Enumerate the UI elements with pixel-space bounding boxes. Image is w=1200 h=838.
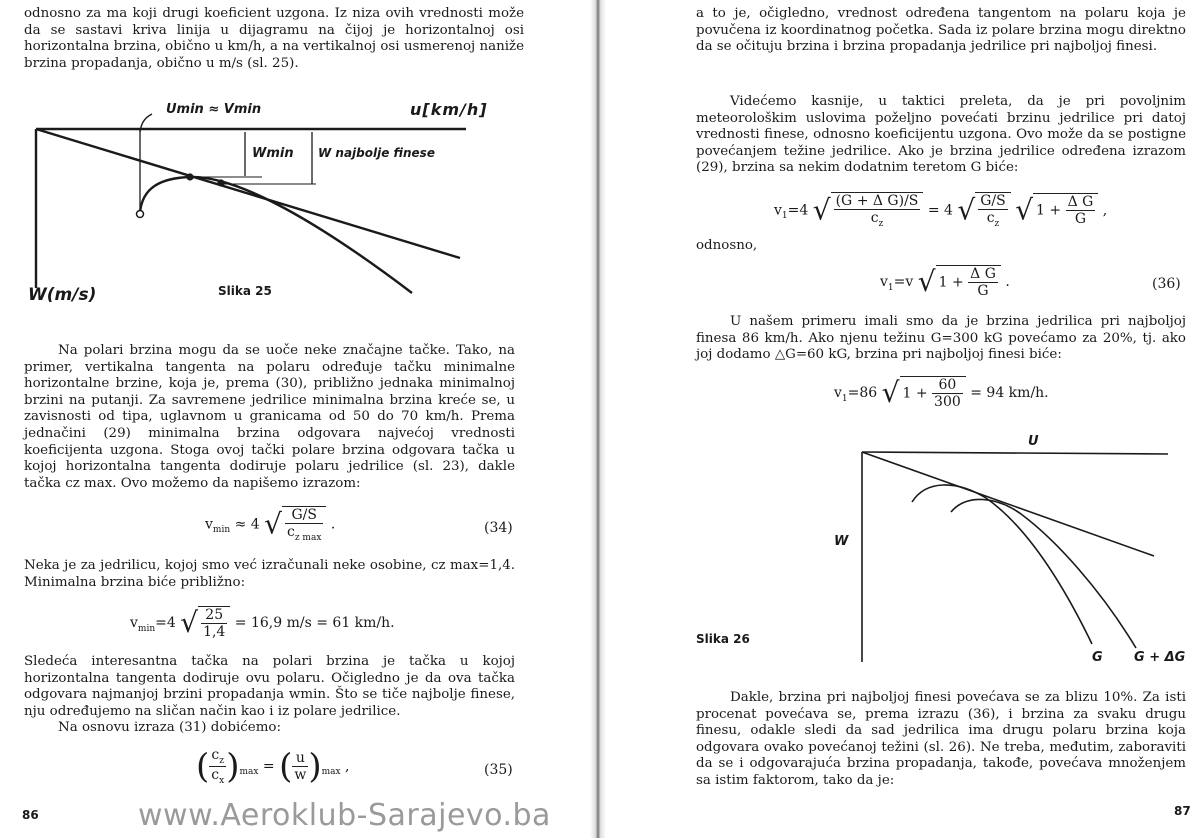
- paragraph-conclusion: Dakle, brzina pri najboljoj finesi povećava se za blizu 10%. Za isti procenat povećava se, prema izrazu (36), i brzina za svaku drugu finesu, odakle sledi da sad jedrilica ima drugu polaru brzina koja odgovara ovako povećanoj težini (sl. 26). Ne treba, međutim, zaboraviti da se i odgovarajuća brzina propadanja, takođe, povećava množenjem sa istim faktorom, tako da je:: [696, 690, 1186, 788]
- equation-v1-with-load: $v_1=4$ √ $\frac{\text{(G + Δ G)/S}}{c_z}$ = 4 √ $\frac{G/S}{c_z}$ √ 1 + $\frac{\text{Δ G}}{G}$ ,: [774, 193, 1108, 229]
- equation-v1-numeric: $v_1=86$ √ 1 + $\frac{60}{300}$ = 94 km/h.: [834, 376, 1049, 410]
- page-number-right: 87: [1174, 804, 1191, 818]
- polar-curve: [140, 177, 412, 293]
- equation-vmin-result: = 16,9 m/s = 61 km/h.: [234, 615, 395, 631]
- label-wmin: Wmin: [252, 146, 294, 161]
- label-w-axis-26: W: [834, 534, 849, 549]
- figure-25-speed-polar: [0, 88, 590, 308]
- paragraph-expression-31: Na osnovu izraza (31) dobićemo:: [58, 720, 281, 735]
- equation-vmin: $v_{min}=4$ √ $\frac{25}{1,4}$ = 16,9 m/s = 61 km/h.: [130, 606, 395, 640]
- equation-v1-result: = 94 km/h.: [970, 385, 1049, 401]
- paragraph-min-sink: Sledeća interesantna tačka na polari brzina je tačka u kojoj horizontalna tangenta dodiruje ovu polaru. Očigledno je da ova tačka odgovara najmanjoj brzini propadanja wmin. Što se tiče najbolje finese, nju određujemo na sličan način kao i iz polare jedrilice.: [24, 654, 515, 719]
- equation-35: ( $\frac{c_z}{c_x}$ )$_{max}$ = ( $\frac{u}{w}$ )$_{max}$ ,: [196, 746, 350, 787]
- paragraph-tangent: a to je, očigledno, vrednost određena tangentom na polaru koja je povučena iz koordinatnog početka. Sada iz polare brzina mogu direktno da se očituju brzina i brzina propadanja jedrilice pri najboljoj finesi.: [696, 6, 1186, 55]
- right-page: [606, 0, 1200, 838]
- label-umin: Umin ≈ Vmin: [166, 102, 262, 117]
- label-g: G: [1092, 650, 1103, 665]
- book-gutter: [590, 0, 606, 838]
- page-number-left: 86: [22, 808, 39, 822]
- left-page: [0, 0, 590, 838]
- polar-curve-g: [912, 485, 1092, 644]
- figure-25-caption: Slika 25: [218, 284, 272, 298]
- equation-36: $v_1=v$ √ 1 + $\frac{\text{Δ G}}{G}$ .: [880, 265, 1010, 299]
- equation-34: $v_{min} \approx 4$ √ $\frac{G/S}{c_{z max}}$ .: [205, 507, 336, 543]
- tangent-line: [862, 452, 1154, 556]
- paragraph-intro: odnosno za ma koji drugi koeficient uzgona. Iz niza ovih vrednosti može da se sastavi kriva linija u dijagramu na čijoj je horizontalnoj osi horizontalna brzina, obično u km/h, a na vertikalnoj osi usmerenoj naniže brzina propadanja, obično u m/s (sl. 25).: [24, 6, 524, 71]
- label-w-axis: W(m/s): [28, 285, 97, 305]
- polar-curve-g-plus-dg: [951, 499, 1136, 648]
- horizontal-axis: [862, 452, 1168, 454]
- label-g-plus-delta-g: G + ΔG: [1134, 650, 1186, 665]
- equation-34-number: (34): [484, 520, 513, 536]
- paragraph-weight-increase: Videćemo kasnije, u taktici preleta, da je pri povoljnim meteorološkim uslovima poželjno povećati brzinu jedrilice pri datoj vrednosti finese, odnosno koeficijentu uzgona. Ovo može da se postigne povećanjem težine jedrilice. Ako je brzina jedrilice određena izrazom (29), brzina sa nekim dodatnim teretom G biće:: [696, 94, 1186, 176]
- figure-26-caption: Slika 26: [696, 632, 750, 646]
- equation-36-number: (36): [1152, 276, 1181, 292]
- paragraph-polar-points: Na polari brzina mogu da se uoče neke značajne tačke. Tako, na primer, vertikalna tangenta na polaru određuje tačku minimalne horizontalne brzine, koja je, prema (30), približno jednaka minimalnoj brzini na putanji. Za savremene jedrilice minimalna brzina kreće se, u zavisnosti od tipa, uglavnom u granicama od 50 do 70 km/h. Prema jednačini (29) minimalna brzina odgovara najvećoj vrednosti koeficijenta uzgona. Stoga ovoj tački polare brzina odgovara tačka u kojoj horizontalna tangenta dodiruje polaru jedrilice (sl. 23), dakle tačka cz max. Ovo možemo da napišemo izrazom:: [24, 343, 515, 491]
- paragraph-czmax: Neka je za jedrilicu, kojoj smo već izračunali neke osobine, cz max=1,4. Minimalna brzina biće približno:: [24, 558, 515, 590]
- watermark-text: www.Aeroklub-Sarajevo.ba: [138, 798, 551, 833]
- equation-35-number: (35): [484, 762, 513, 778]
- word-odnosno: odnosno,: [696, 238, 758, 253]
- label-u-axis: u[km/h]: [410, 100, 488, 119]
- label-u-axis-26: U: [1028, 434, 1039, 449]
- paragraph-example: U našem primeru imali smo da je brzina jedrilica pri najboljoj finesa 86 km/h. Ako njenu težinu G=300 kG povećamo za 20%, tj. ako joj dodamo △G=60 kG, brzina pri najboljoj finesi biće:: [696, 314, 1186, 363]
- label-w-best-finesse: W najbolje finese: [318, 146, 435, 160]
